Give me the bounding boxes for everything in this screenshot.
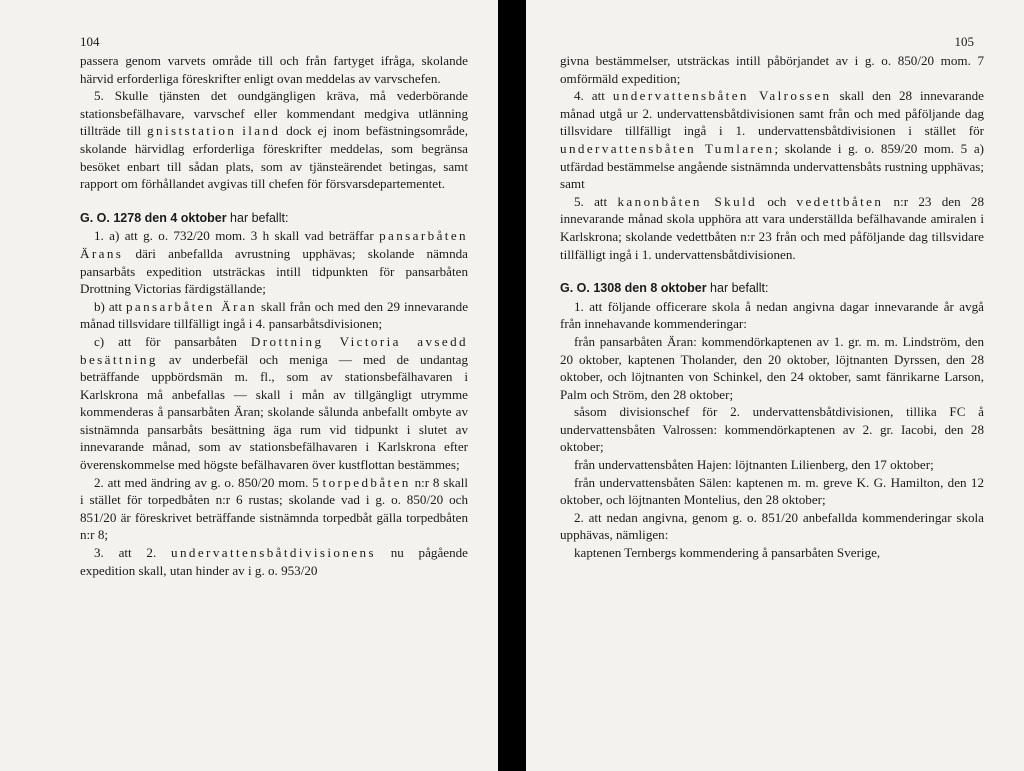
text-run: av underbefäl och meniga — med de undantag beträffande uppbördsmän m. fl., som av stationsbefälhavaren i Karlskrona må anbefallas — skall i mån av tillgängligt utrymme kommenderas å pansarbåten Äran; skolande sålunda anbefallt ombyte av sistnämnda pansarbåts besättning äga rum vid tidpunkt i slutet av innevarande månad, som av stationsbefälhavaren i Karlskrona efter överenskommelse med högste befälhavaren över kustflottan bestämmes; bbox=[80, 351, 468, 473]
paragraph: kaptenen Ternbergs kommendering å pansarbåten Sverige, bbox=[574, 545, 881, 561]
text-run: skall från och med den 29 innevarande månad tillsvidare tillfälligt ingå i 4. pansarbåtsdivisionen; bbox=[80, 298, 468, 332]
general-order-heading bbox=[560, 280, 984, 298]
text-run: skall den 28 innevarande månad utgå ur 2. undervattensbåtdivisionen samt från och med påföljande dag tillsvidare tillfälligt ingå i 1. undervattensbåtdivisionen i stället för bbox=[560, 88, 984, 139]
heading-rest: har befallt: bbox=[706, 281, 769, 296]
spaced-text: undervattensbåten Valrossen bbox=[612, 88, 832, 104]
paragraph bbox=[560, 193, 984, 263]
paragraph: 1. att följande officerare skola å nedan angivna dagar innevarande år avgå från innehavande kommenderingar: bbox=[560, 298, 984, 332]
text-run: 5. Skulle tjänsten det oundgängligen kräva, må vederbörande stationsbefälhavare, varvschef eller kommendant medgiva utlänning tillträde till bbox=[80, 88, 468, 139]
text-run: 1. a) att g. o. 732/20 mom. 3 h skall vad beträffar bbox=[94, 228, 380, 244]
text-run: 4. att bbox=[574, 88, 613, 104]
text-run: n:r 8 skall i stället för torpedbåten n:r 6 rustas; skolande vad i g. o. 850/20 och 851/20 är föreskrivet beträffande sistnämnda torpedbåt gälla torpedbåten n:r 8; bbox=[80, 474, 468, 543]
spaced-text: undervattensbåtdivisionens bbox=[171, 545, 376, 561]
text-run: och bbox=[757, 193, 797, 209]
spaced-text: undervattensbåten Tumlaren bbox=[560, 140, 775, 156]
paragraph: från undervattensbåten Sälen: kaptenen m. m. greve K. G. Hamilton, den 12 oktober, och löjtnanten Montelius, den 28 oktober; bbox=[560, 474, 984, 508]
spaced-text: gniststation bbox=[147, 123, 237, 139]
text-run: n:r 23 den 28 innevarande månad skola upphöra att vara underställda befälhavande amiralen i Karlskrona; skolande vedettbåten n:r 23 från och med påföljande dag tillsvidare tillfälligt ingå i 1. undervattensbåtdivisionen. bbox=[560, 193, 984, 262]
paragraph bbox=[80, 544, 468, 579]
text-run: dock ej inom befästningsområde, skolande härvidlag erforderliga föreskrifter meddelas, som begränsa besöket enbart till sådan plats, som av tjänsteärendet betingas, samt rapport om förhållandet avgivas till chefen för försvarsdepartementet. bbox=[80, 123, 468, 192]
paragraph bbox=[80, 474, 468, 544]
text-run: ; skolande i g. o. 859/20 mom. 5 a) utfärdad bestämmelse angående sistnämnda undervattensbåts rustning upphävas; samt bbox=[560, 140, 984, 192]
paragraph: passera genom varvets område till och från fartyget ifråga, skolande härvid erforderliga föreskrifter enligt ovan meddelas av varvschefen. bbox=[80, 53, 468, 86]
spaced-text: torpedbåten bbox=[322, 474, 411, 490]
spaced-text: Drottning Victoria avsedd besättning bbox=[80, 333, 469, 367]
paragraph bbox=[80, 333, 468, 474]
general-order-heading bbox=[80, 210, 468, 228]
paragraph: 2. att nedan angivna, genom g. o. 851/20 anbefallda kommenderingar skola upphävas, nämligen: bbox=[560, 509, 984, 543]
paragraph bbox=[560, 87, 984, 193]
heading-bold: G. O. 1308 den 8 oktober bbox=[560, 281, 707, 296]
paragraph: från pansarbåten Äran: kommendörkaptenen av 1. gr. m. m. Lindström, den 20 oktober, kaptenen Tholander, den 20 oktober, löjtnanten Dyrssen, den 28 oktober, och löjtnanten von Schinkel, den 24 oktober, samt fänrikarne Larson, Palm och Ström, den 28 oktober; bbox=[560, 333, 984, 402]
page-number-right: 105 bbox=[954, 34, 974, 49]
left-page bbox=[0, 0, 498, 771]
text-run: c) att för pansarbåten bbox=[94, 333, 251, 349]
left-page-body bbox=[80, 52, 468, 579]
text-run: 5. att bbox=[574, 193, 618, 209]
right-page bbox=[526, 0, 1024, 771]
text-run: 3. att 2. bbox=[94, 545, 171, 561]
paragraph bbox=[80, 227, 468, 297]
spaced-text: pansarbåten Äran bbox=[125, 298, 258, 314]
right-page-body bbox=[560, 52, 984, 562]
paragraph: från undervattensbåten Hajen: löjtnanten Lilienberg, den 17 oktober; bbox=[574, 457, 934, 473]
text-run: däri anbefallda avrustning upphävas; skolande nämnda pansarbåts expedition utsträckas intill tidpunkten för pansarbåten Drottning Victorias färdigställande; bbox=[80, 245, 468, 297]
heading-rest: har befallt: bbox=[226, 210, 289, 225]
paragraph: givna bestämmelser, utsträckas intill påbörjandet av i g. o. 850/20 mom. 7 omförmäld expedition; bbox=[560, 53, 984, 86]
spaced-text: vedettbåten bbox=[796, 193, 884, 209]
paragraph bbox=[80, 87, 468, 193]
spaced-text: pansarbåten Ärans bbox=[80, 228, 468, 261]
heading-bold: G. O. 1278 den 4 oktober bbox=[80, 210, 227, 225]
text-run: 2. att med ändring av g. o. 850/20 mom. 5 bbox=[94, 474, 323, 490]
paragraph bbox=[80, 298, 468, 333]
spaced-text: kanonbåten Skuld bbox=[617, 193, 758, 209]
text-run: nu pågående expedition skall, utan hinder av i g. o. 953/20 bbox=[80, 545, 468, 578]
page-number-left: 104 bbox=[80, 34, 100, 49]
paragraph: såsom divisionschef för 2. undervattensbåtdivisionen, tillika FC å undervattensbåten Valrossen: kommendörkaptenen av 2. gr. Iacobi, den 28 oktober; bbox=[560, 404, 984, 455]
text-run: b) att bbox=[94, 298, 126, 314]
spaced-text: iland bbox=[242, 123, 281, 139]
book-gutter bbox=[498, 0, 526, 771]
